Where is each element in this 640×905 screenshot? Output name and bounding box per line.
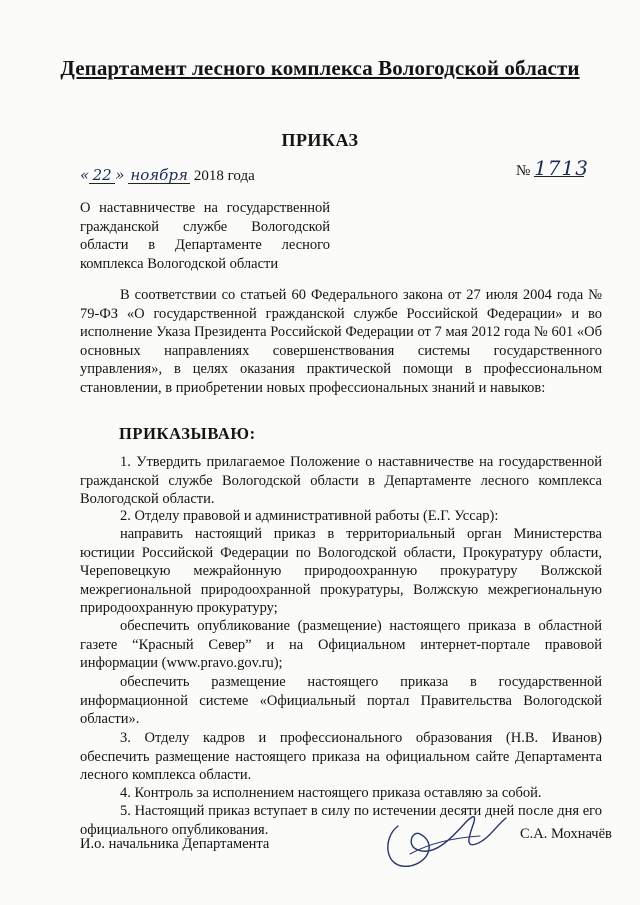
- item-2-publish: обеспечить опубликование (размещение) настоящего приказа в областной газете “Красный Север” и на Официальном интернет-портале правовой информации (www.pravo.gov.ru);: [80, 618, 602, 671]
- number-value: 1713: [534, 156, 589, 180]
- date-month: ноября: [128, 167, 190, 184]
- date-mid-quote: »: [115, 166, 125, 184]
- item-2-send-order: направить настоящий приказ в территориальный орган Министерства юстиции Российской Федерации по Вологодской области, Прокуратуру области, Череповецкую межрайонную природоохранную прокуратуру Волжской межрегиональной природоохранной прокуратуры, Волжскую межрегиональную природоохранную прокуратуру;: [80, 526, 602, 616]
- signer-position: И.о. начальника Департамента: [80, 836, 270, 852]
- date-open-quote: «: [80, 166, 90, 184]
- order-heading: ПРИКАЗЫВАЮ:: [119, 424, 256, 443]
- document-subject: О наставничестве на государственной гражданской службе Вологодской области в Департаменте лесного комплекса Вологодской области: [80, 200, 330, 272]
- date-year: 2018 года: [193, 168, 255, 184]
- item-4: 4. Контроль за исполнением настоящего приказа оставляю за собой.: [120, 785, 542, 801]
- number-sign: №: [516, 163, 531, 179]
- preamble-paragraph: В соответствии со статьей 60 Федерального закона от 27 июля 2004 года № 79-ФЗ «О государственной гражданской службе Российской Федерации» и во исполнение Указа Президента Российской Федерации от 7 мая 2012 года № 601 «Об основных направлениях совершенствования системы государственного управления», в целях оказания практической помощи в профессиональном становлении, в приобретении новых профессиональных знаний и навыков:: [80, 287, 602, 396]
- item-5: 5. Настоящий приказ вступает в силу по истечении десяти дней после дня его официального опубликования.: [80, 803, 602, 838]
- item-2: 2. Отделу правовой и административной работы (Е.Г. Уссар):: [120, 508, 499, 524]
- document-title: ПРИКАЗ: [281, 130, 359, 150]
- item-2-placement: обеспечить размещение настоящего приказа в государственной информационной системе «Официальный портал Правительства Вологодской области».: [80, 674, 602, 727]
- item-3: 3. Отделу кадров и профессионального образования (Н.В. Иванов) обеспечить размещение настоящего приказа на официальном сайте Департамента лесного комплекса области.: [80, 730, 602, 783]
- document-number: [516, 156, 589, 180]
- signer-name: С.А. Мохначёв: [520, 826, 612, 842]
- department-heading: Департамент лесного комплекса Вологодской области: [60, 56, 580, 80]
- date-day: 22: [89, 167, 115, 184]
- item-1: 1. Утвердить прилагаемое Положение о наставничестве на государственной гражданской службе Вологодской области в Департаменте лесного комплекса Вологодской области.: [80, 454, 602, 507]
- document-date: [80, 166, 255, 185]
- signature-icon: [380, 804, 530, 882]
